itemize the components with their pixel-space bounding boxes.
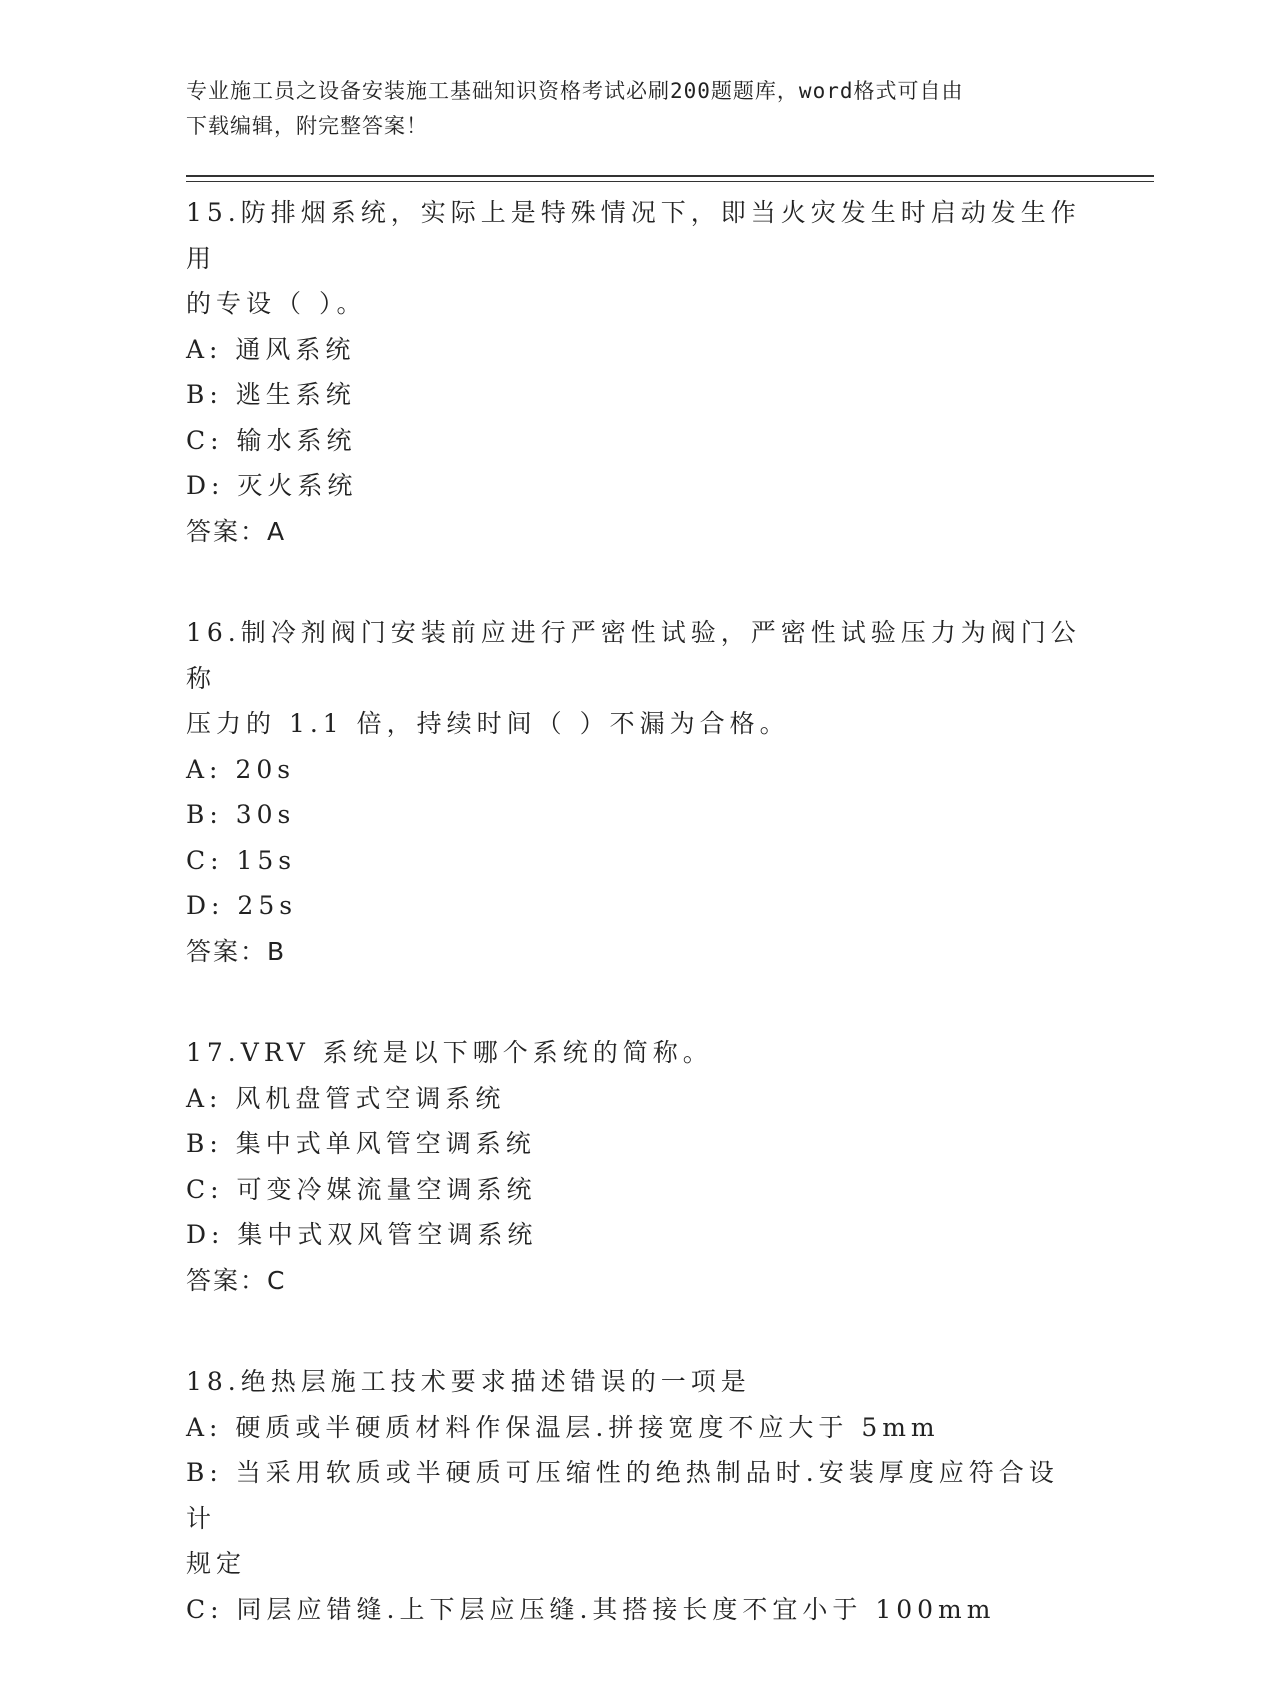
option-b: B: 30s	[186, 800, 296, 829]
option-b: B: 逃生系统	[186, 380, 356, 409]
question-stem: 17.VRV 系统是以下哪个系统的简称。	[186, 1038, 713, 1067]
question-stem: 压力的 1.1 倍，持续时间（ ）不漏为合格。	[186, 709, 790, 738]
document-header	[186, 74, 1066, 144]
header-rule-top	[186, 175, 1154, 177]
option-c: C: 输水系统	[186, 425, 357, 455]
question-stem: 15.防排烟系统，实际上是特殊情况下，即当火灾发生时启动发生作用	[186, 198, 1081, 273]
option-c: C: 15s	[186, 845, 297, 875]
option-c: C: 同层应错缝.上下层应压缝.其搭接长度不宜小于 100mm	[186, 1594, 996, 1624]
header-line-2: 下载编辑，附完整答案！	[186, 114, 428, 138]
option-a: A: 硬质或半硬质材料作保温层.拼接宽度不应大于 5mm	[186, 1412, 940, 1442]
question-17	[186, 1030, 1086, 1303]
header-line-1: 专业施工员之设备安装施工基础知识资格考试必刷200题题库，word格式可自由	[186, 79, 964, 103]
option-c: C: 可变冷媒流量空调系统	[186, 1174, 537, 1204]
option-d: D: 灭火系统	[186, 471, 358, 500]
option-b: B: 集中式单风管空调系统	[186, 1129, 536, 1158]
answer: 答案：A	[186, 516, 287, 546]
question-16	[186, 610, 1086, 974]
question-stem: 18.绝热层施工技术要求描述错误的一项是	[186, 1367, 751, 1396]
option-a: A: 通风系统	[186, 334, 356, 364]
option-a: A: 20s	[186, 754, 296, 784]
option-d: D: 集中式双风管空调系统	[186, 1220, 538, 1249]
question-stem: 16.制冷剂阀门安装前应进行严密性试验，严密性试验压力为阀门公称	[186, 618, 1081, 693]
option-a: A: 风机盘管式空调系统	[186, 1083, 506, 1113]
option-b-continued: 规定	[186, 1549, 247, 1578]
question-list	[186, 190, 1086, 1688]
answer: 答案：C	[186, 1265, 287, 1295]
question-stem: 的专设（ ）。	[186, 289, 367, 318]
option-b: B: 当采用软质或半硬质可压缩性的绝热制品时.安装厚度应符合设计	[186, 1458, 1059, 1533]
answer: 答案：B	[186, 936, 287, 966]
question-18	[186, 1359, 1086, 1632]
question-15	[186, 190, 1086, 554]
option-d: D: 25s	[186, 891, 298, 920]
header-rule-bottom	[186, 181, 1154, 182]
